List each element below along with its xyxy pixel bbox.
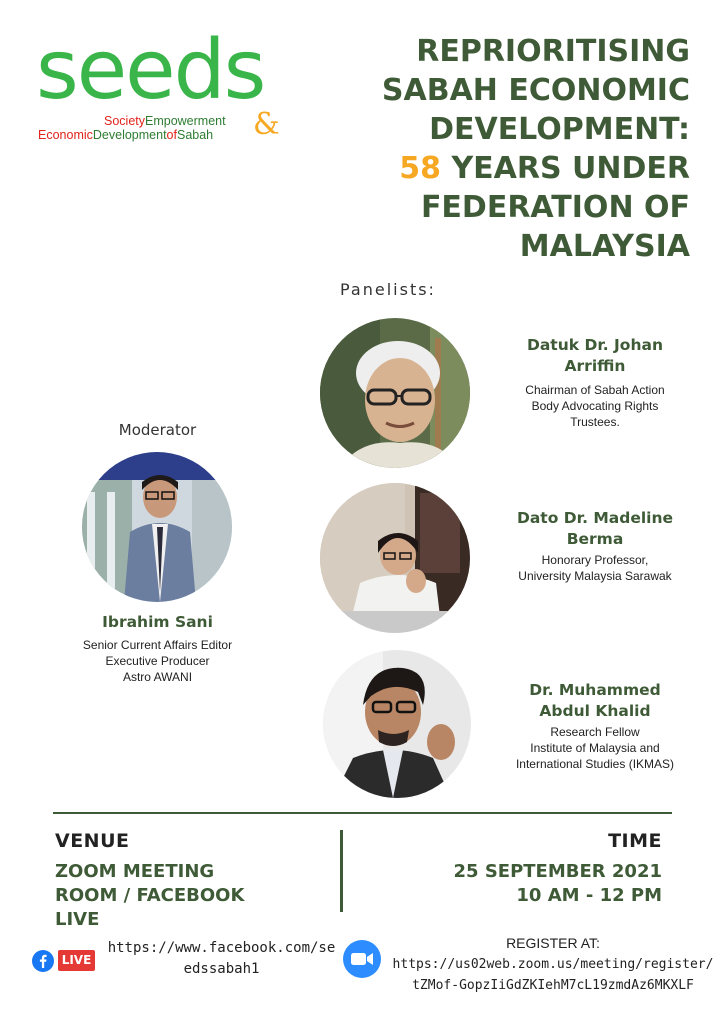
venue-value: ZOOM MEETING ROOM / FACEBOOK LIVE	[55, 861, 245, 930]
panelists-heading: Panelists:	[340, 280, 436, 299]
title-accent-number: 58	[399, 151, 441, 186]
panelist-photo-johan-arriffin	[320, 318, 470, 468]
title-line: DEVELOPMENT:	[429, 112, 690, 147]
panelist-name: Dr. Muhammed Abdul Khalid	[529, 681, 661, 720]
panelist-name: Dato Dr. Madeline Berma	[516, 509, 674, 548]
panelist-role: Chairman of Sabah Action Body Advocating Rights Trustees.	[525, 383, 665, 429]
panelist-photo-madeline-berma	[320, 483, 470, 633]
seeds-logo	[36, 23, 286, 145]
panelist-photo-muhammed-abdul-khalid	[323, 650, 471, 798]
panelist-name: Datuk Dr. Johan Arriffin	[526, 336, 663, 375]
moderator-role: Senior Current Affairs Editor Executive Producer Astro AWANI	[82, 638, 233, 684]
panelist-role: Honorary Professor, University Malaysia Sarawak	[518, 553, 672, 583]
register-label: REGISTER AT:	[506, 935, 600, 951]
title-line: REPRIORITISING	[416, 34, 690, 69]
event-hours: 10 AM - 12 PM	[516, 885, 662, 906]
title-line: 58 YEARS UNDER	[399, 151, 690, 186]
event-title	[330, 32, 690, 266]
moderator-heading: Moderator	[118, 421, 197, 439]
logo-tagline-line2: EconomicDevelopmentofSabah	[38, 128, 214, 142]
panelist-role: Research Fellow Institute of Malaysia and International Studies (IKMAS)	[515, 725, 675, 771]
event-date: 25 SEPTEMBER 2021	[453, 861, 662, 882]
logo-ampersand: &	[253, 107, 280, 142]
title-line: SABAH ECONOMIC	[381, 73, 690, 108]
facebook-link[interactable]: https://www.facebook.com/seedssabah1	[107, 940, 336, 977]
column-divider	[340, 830, 343, 912]
facebook-icon[interactable]	[32, 950, 54, 972]
moderator-photo-ibrahim-sani	[82, 452, 232, 602]
zoom-camera-icon[interactable]	[343, 940, 381, 978]
title-line: MALAYSIA	[519, 229, 690, 264]
title-line: FEDERATION OF	[420, 190, 690, 225]
register-link[interactable]: https://us02web.zoom.us/meeting/register/ tZMof-GopzIiGdZKIehM7cL19zmdAz6MKXLF	[392, 957, 714, 993]
venue-label: VENUE	[55, 830, 130, 852]
logo-wordmark: seeds	[36, 23, 265, 118]
time-label: TIME	[608, 830, 662, 852]
time-value	[454, 860, 663, 908]
live-badge: LIVE	[58, 950, 95, 971]
logo-tagline-line1: SocietyEmpowerment	[104, 114, 226, 128]
section-divider	[53, 812, 672, 814]
moderator-name: Ibrahim Sani	[102, 613, 213, 631]
